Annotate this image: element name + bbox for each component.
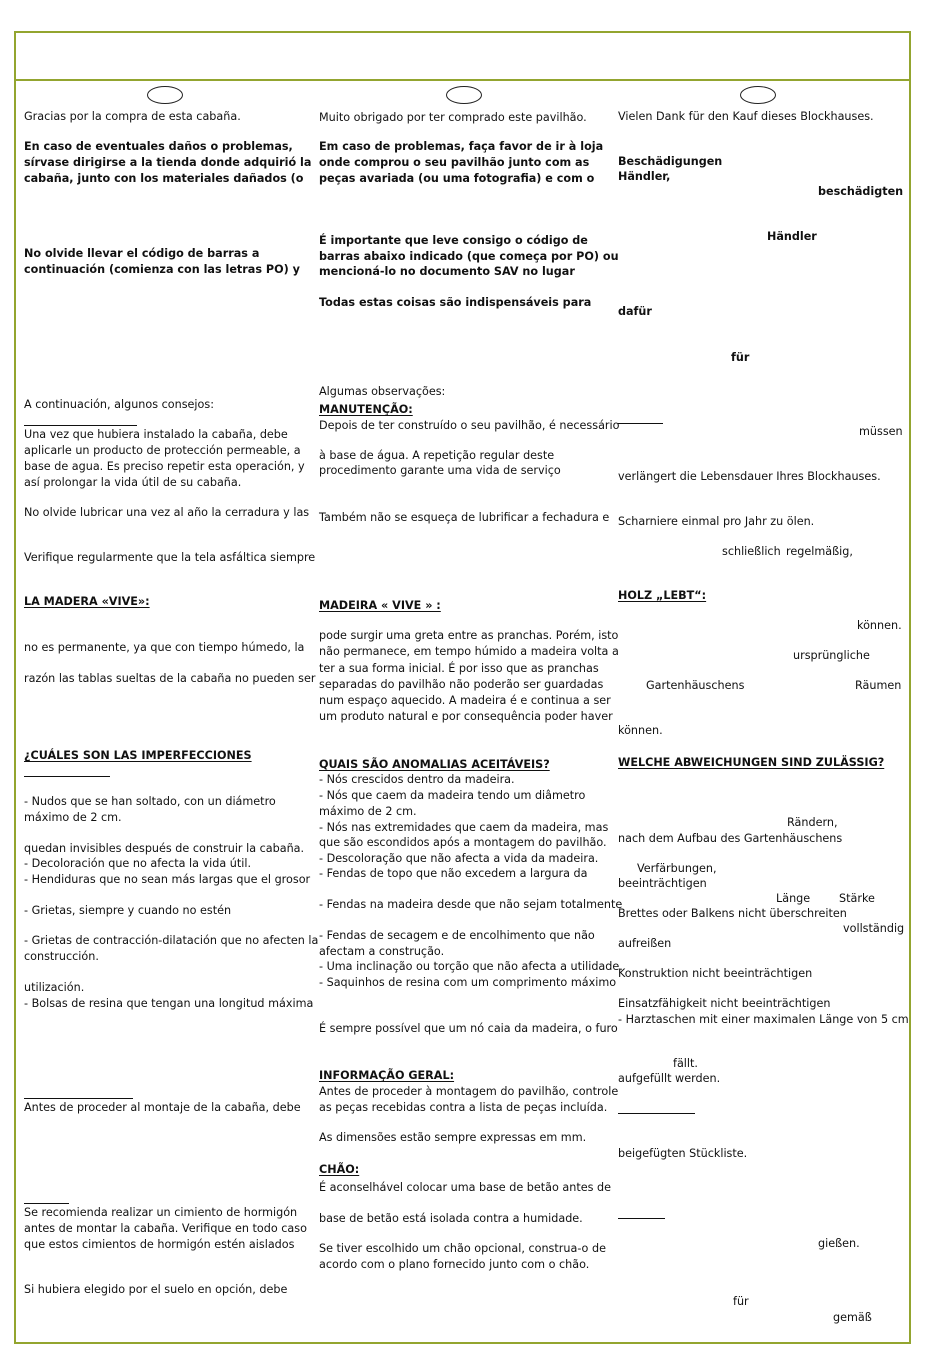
de-word: schließlich [722, 545, 781, 558]
pt-wood-line: ter a sua forma inicial. É por isso que as pranchas [319, 662, 599, 675]
es-imperfection-line: quedan invisibles después de construir la cabaña. [24, 842, 305, 855]
pt-barcode-line: barras abaixo indicado (que começa por PO) ou [319, 250, 619, 263]
es-imperfection-line: - Nudos que se han soltado, con un diámetro [24, 795, 276, 808]
pt-wood-line: separadas do pavilhão não poderão ser guardadas [319, 678, 604, 691]
de-word: Rändern, [787, 816, 838, 829]
es-wood-heading: LA MADERA «VIVE»: [24, 595, 150, 608]
es-barcode-line: continuación (comienza con las letras PO) y [24, 263, 300, 276]
es-foundation-line: antes de montar la cabaña. Verifique en todo caso [24, 1222, 307, 1235]
de-divider-rule [618, 1218, 665, 1219]
es-maintenance-line: aplicarle un producto de protección permeable, a [24, 444, 301, 457]
pt-knot-hole: É sempre possível que um nó caia da madeira, o furo [319, 1022, 618, 1035]
pt-anomaly-line: - Fendas de secagem e de encolhimento que não [319, 929, 595, 942]
pt-general-line: as peças recebidas contra a lista de peças incluída. [319, 1101, 608, 1114]
pt-dimensions: As dimensões estão sempre expressas em mm. [319, 1131, 587, 1144]
de-usability: Einsatzfähigkeit nicht beeinträchtigen [618, 997, 831, 1010]
es-maintenance-line: Una vez que hubiera instalado la cabaña, debe [24, 428, 288, 441]
pt-maintenance-text: à base de água. A repetição regular deste [319, 449, 555, 462]
pt-anomaly-line: que são escondidos após a montagem do pavilhão. [319, 836, 607, 849]
de-hinges: Scharniere einmal pro Jahr zu ölen. [618, 515, 815, 528]
de-word: ursprüngliche [793, 649, 870, 662]
pt-language-marker-icon [446, 86, 482, 104]
pt-maintenance-text: procedimento garante uma vida de serviço [319, 464, 561, 477]
es-damage-line: sírvase dirigirse a la tienda donde adquirió la [24, 156, 312, 169]
pt-anomaly-line: - Nós que caem da madeira tendo um diâmetro [319, 789, 586, 802]
de-word: beschädigten [818, 185, 904, 198]
pt-anomaly-line: máximo de 2 cm. [319, 805, 417, 818]
es-imperfection-line: - Bolsas de resina que tengan una longitud máxima [24, 997, 314, 1010]
pt-tips-intro: Algumas observações: [319, 385, 446, 398]
pt-anomalies-heading: QUAIS SÃO ANOMALIAS ACEITÁVEIS? [319, 758, 550, 771]
pt-essential: Todas estas coisas são indispensáveis para [319, 296, 592, 309]
es-maintenance-line: así prolongar la vida útil de su cabaña. [24, 476, 242, 489]
es-imperfection-line: - Grietas, siempre y cuando no estén [24, 904, 232, 917]
pt-anomaly-line: afectam a construção. [319, 945, 445, 958]
pt-barcode-line: mencioná-lo no documento SAV no lugar [319, 265, 575, 278]
pt-wood-line: pode surgir uma greta entre as pranchas. Porém, isto [319, 629, 619, 642]
es-imperfection-line: - Grietas de contracción-dilatación que no afecten la [24, 934, 319, 947]
es-foundation-line: Se recomienda realizar un cimiento de hormigón [24, 1206, 298, 1219]
es-imperfection-line: utilización. [24, 981, 85, 994]
de-word: beeinträchtigen [618, 877, 707, 890]
es-divider-rule [24, 1203, 69, 1204]
de-word: gemäß [833, 1311, 872, 1324]
es-floor: Si hubiera elegido por el suelo en opción, debe [24, 1283, 288, 1296]
pt-anomaly-line: - Descoloração que não afecta a vida da madeira. [319, 852, 599, 865]
pt-floor-heading: CHÃO: [319, 1163, 360, 1176]
de-after-build: nach dem Aufbau des Gartenhäuschens [618, 832, 843, 845]
pt-anomaly-line: - Nós nas extremidades que caem da madeira, mas [319, 821, 609, 834]
es-lubricate: No olvide lubricar una vez al año la cerradura y las [24, 506, 310, 519]
es-roofing: Verifique regularmente que la tela asfáltica siempre [24, 551, 316, 564]
pt-anomaly-line: - Fendas de topo que não excedem a largura da [319, 867, 588, 880]
de-word: Räumen [855, 679, 902, 692]
pt-anomaly-line: - Uma inclinação ou torção que não afecta a utilidade. [319, 960, 623, 973]
de-divider-rule [618, 423, 663, 424]
de-intro: Vielen Dank für den Kauf dieses Blockhauses. [618, 110, 874, 123]
es-wood-text: no es permanente, ya que con tiempo húmedo, la [24, 641, 305, 654]
pt-intro: Muito obrigado por ter comprado este pavilhão. [319, 111, 587, 124]
de-word: gießen. [818, 1237, 860, 1250]
pt-wood-line: num espaço aquecido. A madeira é e continua a ser [319, 694, 611, 707]
es-imperfection-line: - Hendiduras que no sean más largas que el grosor [24, 873, 311, 886]
es-wood-text: razón las tablas sueltas de la cabaña no pueden ser [24, 672, 316, 685]
de-wood-heading: HOLZ „LEBT“: [618, 589, 707, 602]
es-imperfection-line: - Decoloración que no afecta la vida útil. [24, 857, 252, 870]
es-foundation-line: que estos cimientos de hormigón estén aislados [24, 1238, 295, 1251]
de-parts-list: beigefügten Stückliste. [618, 1147, 748, 1160]
de-word: Verfärbungen, [637, 862, 717, 875]
es-general: Antes de proceder al montaje de la cabaña, debe [24, 1101, 301, 1114]
pt-floor-text: Se tiver escolhido um chão opcional, construa-o de [319, 1242, 606, 1255]
de-boards: Brettes oder Balkens nicht überschreiten [618, 907, 847, 920]
pt-general-line: Antes de proceder à montagem do pavilhão, controle [319, 1085, 619, 1098]
de-word: regelmäßig, [786, 545, 853, 558]
es-language-marker-icon [147, 86, 183, 104]
es-maintenance-line: base de agua. Es preciso repetir esta operación, y [24, 460, 305, 473]
pt-floor-text: É aconselhável colocar uma base de betão antes de [319, 1181, 611, 1194]
de-word: vollständig [843, 922, 905, 935]
es-imperfections-heading: ¿CUÁLES SON LAS IMPERFECCIONES [24, 749, 252, 762]
pt-damage-line: peças avariada (ou uma fotografia) e com o [319, 172, 595, 185]
de-word: Länge [776, 892, 811, 905]
es-tips-intro: A continuación, algunos consejos: [24, 398, 214, 411]
pt-anomaly-line: - Nós crescidos dentro da madeira. [319, 773, 515, 786]
es-divider-rule [24, 425, 137, 426]
de-language-marker-icon [740, 86, 776, 104]
de-resin: - Harztaschen mit einer maximalen Länge von 5 cm [618, 1013, 909, 1026]
pt-anomaly-line: - Saquinhos de resina com um comprimento máximo [319, 976, 617, 989]
de-word: können. [857, 619, 902, 632]
de-word: müssen [859, 425, 903, 438]
de-word: aufreißen [618, 937, 672, 950]
es-divider-rule [24, 1098, 133, 1099]
de-filled: aufgefüllt werden. [618, 1072, 721, 1085]
de-word: Beschädigungen [618, 155, 723, 168]
pt-wood-line: não permanece, em tempo húmido a madeira volta a [319, 645, 619, 658]
de-word: Stärke [839, 892, 875, 905]
pt-barcode-line: É importante que leve consigo o código de [319, 234, 588, 247]
es-divider-rule [24, 776, 110, 777]
pt-floor-text: acordo com o plano fornecido junto com o chão. [319, 1258, 590, 1271]
header-band [14, 31, 911, 81]
es-damage-line: cabaña, junto con los materiales dañados (o [24, 172, 304, 185]
de-construction: Konstruktion nicht beeinträchtigen [618, 967, 813, 980]
es-intro: Gracias por la compra de esta cabaña. [24, 110, 241, 123]
es-barcode-line: No olvide llevar el código de barras a [24, 247, 260, 260]
de-word: Gartenhäuschens [646, 679, 745, 692]
de-word: fällt. [673, 1057, 698, 1070]
de-word: Händler [767, 230, 817, 243]
pt-wood-line: um produto natural e por consequência poder haver [319, 710, 613, 723]
pt-floor-text: base de betão está isolada contra a humidade. [319, 1212, 583, 1225]
pt-maintenance-text: Depois de ter construído o seu pavilhão, é necessário [319, 419, 620, 432]
pt-wood-heading: MADEIRA « VIVE » : [319, 599, 441, 612]
de-word: dafür [618, 305, 652, 318]
es-damage-line: En caso de eventuales daños o problemas, [24, 140, 293, 153]
pt-damage-line: Em caso de problemas, faça favor de ir à loja [319, 140, 604, 153]
de-word: für [733, 1295, 749, 1308]
es-imperfection-line: máximo de 2 cm. [24, 811, 122, 824]
de-lifespan: verlängert die Lebensdauer Ihres Blockhauses. [618, 470, 881, 483]
de-word: können. [618, 724, 663, 737]
de-word: für [731, 351, 750, 364]
es-imperfection-line: construcción. [24, 950, 99, 963]
de-deviations-heading: WELCHE ABWEICHUNGEN SIND ZULÄSSIG? [618, 756, 885, 769]
pt-anomaly-line: - Fendas na madeira desde que não sejam totalmente [319, 898, 623, 911]
pt-lubricate: Também não se esqueça de lubrificar a fechadura e [319, 511, 610, 524]
pt-general-heading: INFORMAÇÃO GERAL: [319, 1069, 455, 1082]
pt-maintenance-heading: MANUTENÇÃO: [319, 403, 413, 416]
de-divider-rule [618, 1113, 695, 1114]
pt-damage-line: onde comprou o seu pavilhão junto com as [319, 156, 590, 169]
de-word: Händler, [618, 170, 671, 183]
